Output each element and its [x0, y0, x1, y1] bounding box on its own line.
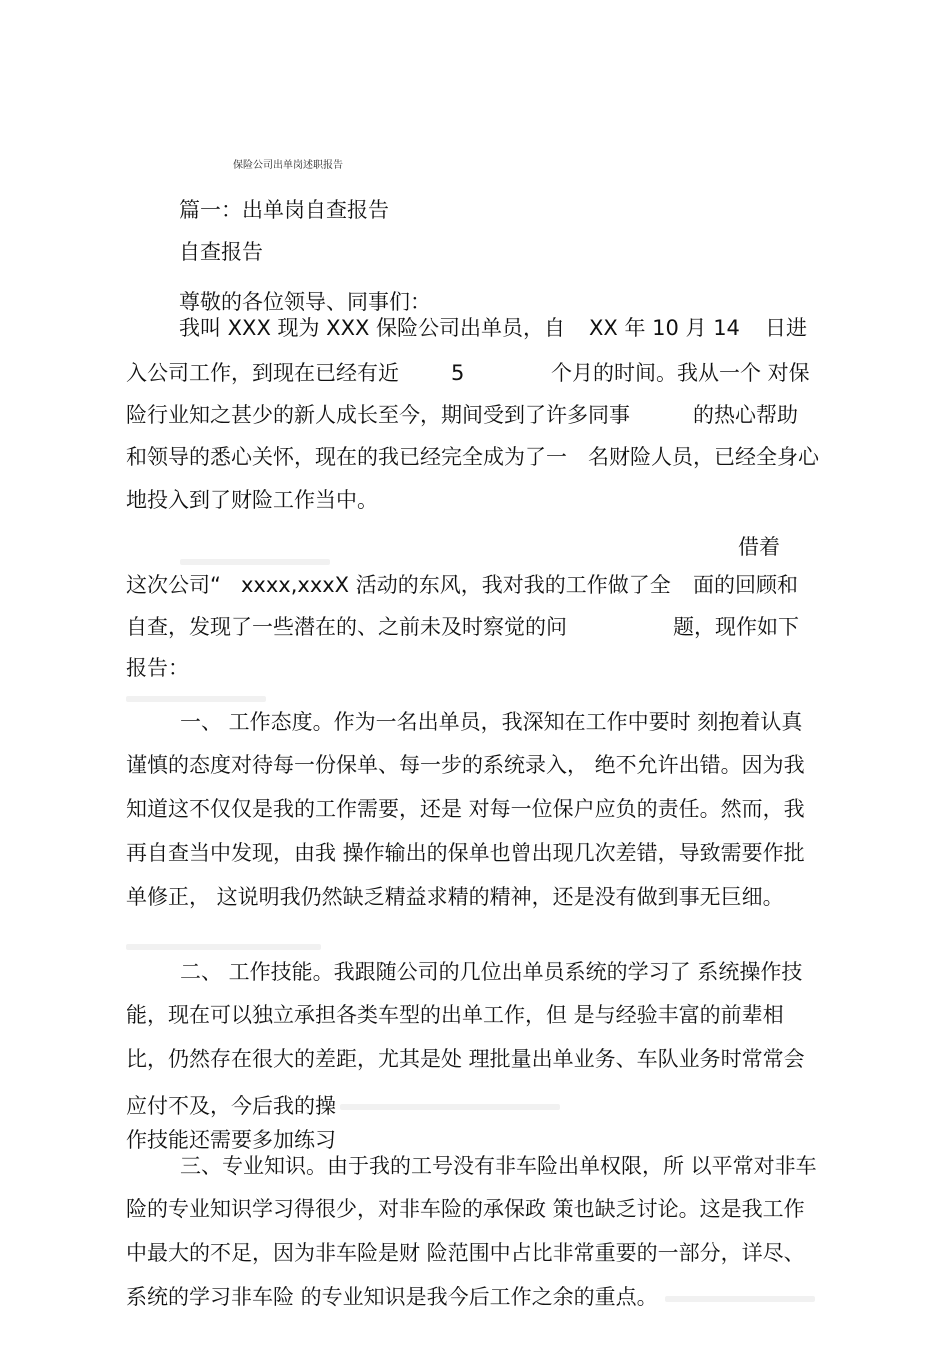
section1-line-5: 单修正， 这说明我仍然缺乏精益求精的精神，还是没有做到事无巨细。 — [126, 885, 784, 909]
section2-line-3: 比，仍然存在很大的差距，尤其是处 理批量出单业务、车队业务时常常会 — [126, 1047, 805, 1071]
section2-line-1: 二、 工作技能。我跟随公司的几位出单员系统的学习了 系统操作技 — [180, 960, 803, 984]
faint-trace — [340, 1104, 560, 1110]
faint-trace — [180, 559, 330, 565]
section1-line-3: 知道这不仅仅是我的工作需要，还是 对每一位保户应负的责任。然而，我 — [126, 797, 805, 821]
section3-line-3: 中最大的不足，因为非车险是财 险范围中占比非常重要的一部分，详尽、 — [126, 1241, 805, 1265]
running-title: 保险公司出单岗述职报告 — [233, 160, 343, 171]
intro-line-2b: 5 — [451, 361, 465, 385]
faint-trace — [665, 1296, 815, 1302]
section1-line-2: 谨慎的态度对待每一份保单、每一步的系统录入， 绝不允许出错。因为我 — [126, 753, 805, 777]
faint-trace — [126, 944, 321, 950]
review-line-4: 报告： — [126, 656, 189, 680]
intro-line-3b: 的热心帮助 — [693, 403, 798, 427]
review-line-2a: 这次公司“ — [126, 573, 221, 597]
review-line-2c: 面的回顾和 — [693, 573, 798, 597]
intro-line-1a: 我叫 XXX 现为 XXX 保险公司出单员，自 — [179, 316, 566, 340]
section3-line-1: 三、专业知识。由于我的工号没有非车险出单权限，所 以平常对非车 — [180, 1154, 817, 1178]
review-line-3b: 题，现作如下 — [673, 615, 799, 639]
section1-line-4: 再自查当中发现，由我 操作输出的保单也曾出现几次差错，导致需要作批 — [126, 841, 805, 865]
section2-line-5: 作技能还需要多加练习 — [126, 1128, 336, 1152]
salutation: 尊敬的各位领导、同事们： — [179, 290, 431, 314]
section3-line-4: 系统的学习非车险 的专业知识是我今后工作之余的重点。 — [126, 1285, 658, 1309]
subheading: 自查报告 — [179, 240, 263, 264]
faint-trace — [126, 696, 266, 702]
intro-line-4b: 名财险人员，已经全身心 — [588, 445, 819, 469]
section1-line-1: 一、 工作态度。作为一名出单员，我深知在工作中要时 刻抱着认真 — [180, 710, 803, 734]
intro-line-2c: 个月的时间。我从一个 对保 — [551, 361, 810, 385]
review-line-3a: 自查，发现了一些潜在的、之前未及时察觉的问 — [126, 615, 567, 639]
intro-line-2a: 入公司工作，到现在已经有近 — [126, 361, 399, 385]
section2-line-2: 能，现在可以独立承担各类车型的出单工作，但 是与经验丰富的前辈相 — [126, 1003, 784, 1027]
intro-line-1b: XX 年 10 月 14 — [589, 316, 740, 340]
intro-line-5: 地投入到了财险工作当中。 — [126, 488, 378, 512]
review-line-2b: xxxx,xxxX 活动的东风，我对我的工作做了全 — [241, 573, 671, 597]
chapter-heading: 篇一：出单岗自查报告 — [179, 198, 389, 222]
section3-line-2: 险的专业知识学习得很少，对非车险的承保政 策也缺乏讨论。这是我工作 — [126, 1197, 805, 1221]
intro-line-1c: 日进 — [765, 316, 807, 340]
section2-line-4: 应付不及，今后我的操 — [126, 1094, 336, 1118]
intro-line-4a: 和领导的悉心关怀，现在的我已经完全成为了一 — [126, 445, 567, 469]
review-line-1: 借着 — [738, 535, 780, 559]
intro-line-3a: 险行业知之甚少的新人成长至今，期间受到了许多同事 — [126, 403, 630, 427]
